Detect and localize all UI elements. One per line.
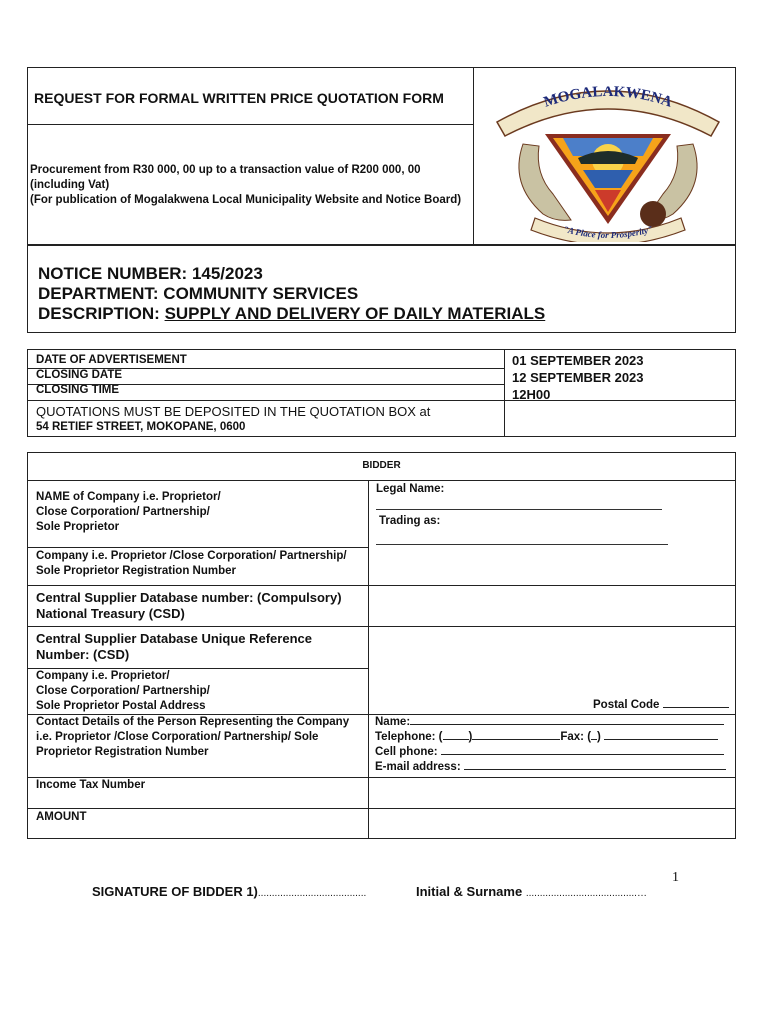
municipality-logo — [483, 74, 733, 242]
description-label: DESCRIPTION: — [38, 304, 165, 323]
email-row[interactable]: E-mail address: — [375, 760, 733, 775]
income-tax-label: Income Tax Number — [36, 779, 146, 791]
initial-surname[interactable]: Initial & Surname ........................................… — [416, 884, 647, 899]
closing-time-label: CLOSING TIME — [36, 384, 120, 396]
postal-address-label: Company i.e. Proprietor/ Close Corporation/ Partnership/ Sole Proprietor Postal Address — [36, 670, 210, 712]
logo-name: MOGALAKWENA — [541, 84, 675, 111]
description — [38, 304, 545, 324]
csd-number-field[interactable] — [370, 587, 734, 624]
publication-note: (For publication of Mogalakwena Local Municipality Website and Notice Board) — [30, 194, 462, 206]
telephone-row[interactable]: Telephone: ( ) Fax: ( ) — [375, 730, 733, 745]
date-of-advertisement-value: 01 SEPTEMBER 2023 — [512, 353, 644, 368]
trading-as-field[interactable] — [376, 544, 668, 545]
description-value: SUPPLY AND DELIVERY OF DAILY MATERIALS — [164, 304, 546, 323]
header-title-cell — [28, 68, 474, 125]
department: DEPARTMENT: COMMUNITY SERVICES — [38, 284, 359, 303]
legal-name-label: Legal Name: — [376, 483, 445, 495]
amount-field[interactable] — [370, 810, 734, 838]
company-name-label: NAME of Company i.e. Proprietor/ Close Corporation/ Partnership/ Sole Proprietor — [36, 491, 221, 533]
registration-number-field[interactable] — [370, 549, 734, 583]
header-subtitle — [30, 163, 461, 208]
bidder-table — [27, 452, 736, 839]
csd-reference-field[interactable] — [370, 628, 734, 665]
header-box — [27, 67, 736, 245]
postal-code-label: Postal Code — [593, 698, 729, 713]
vat-note: (including Vat) — [30, 179, 110, 191]
legal-name-field[interactable] — [376, 509, 662, 510]
registration-number-label: Company i.e. Proprietor /Close Corporation/ Partnership/ Sole Proprietor Registration Number — [36, 550, 347, 577]
trading-as-label: Trading as: — [379, 515, 441, 527]
advert-box — [27, 349, 736, 437]
page-number: 1 — [672, 870, 679, 885]
contact-details-fields — [375, 715, 733, 775]
date-of-advertisement-label: DATE OF ADVERTISEMENT — [36, 354, 187, 366]
deposit-instruction: QUOTATIONS MUST BE DEPOSITED IN THE QUOTATION BOX at — [36, 404, 431, 419]
procurement-range: Procurement from R30 000, 00 up to a transaction value of R200 000, 00 — [30, 164, 421, 176]
income-tax-field[interactable] — [370, 779, 734, 807]
closing-date-value: 12 SEPTEMBER 2023 — [512, 370, 644, 385]
closing-time-value: 12H00 — [512, 387, 551, 402]
notice-box — [27, 245, 736, 333]
contact-details-label: Contact Details of the Person Representing the Company i.e. Proprietor /Close Corporation/ Partnership/ Sole Proprietor Registration Number — [36, 716, 350, 758]
amount-label: AMOUNT — [36, 811, 87, 823]
logo-motto: "A Place for Prosperity" — [562, 223, 654, 241]
cell-phone-row[interactable]: Cell phone: — [375, 745, 733, 760]
notice-number: NOTICE NUMBER: 145/2023 — [38, 264, 263, 283]
closing-date-label: CLOSING DATE — [36, 369, 123, 381]
bidder-heading: BIDDER — [362, 460, 401, 471]
csd-reference-label: Central Supplier Database Unique Reference Number: (CSD) — [36, 631, 312, 662]
form-title: REQUEST FOR FORMAL WRITTEN PRICE QUOTATION FORM — [34, 90, 444, 106]
csd-number-label: Central Supplier Database number: (Compulsory) National Treasury (CSD) — [36, 590, 342, 621]
signature-of-bidder[interactable]: SIGNATURE OF BIDDER 1)....................................... — [92, 884, 367, 899]
contact-name-row[interactable]: Name: — [375, 715, 733, 730]
deposit-address: 54 RETIEF STREET, MOKOPANE, 0600 — [36, 421, 246, 433]
